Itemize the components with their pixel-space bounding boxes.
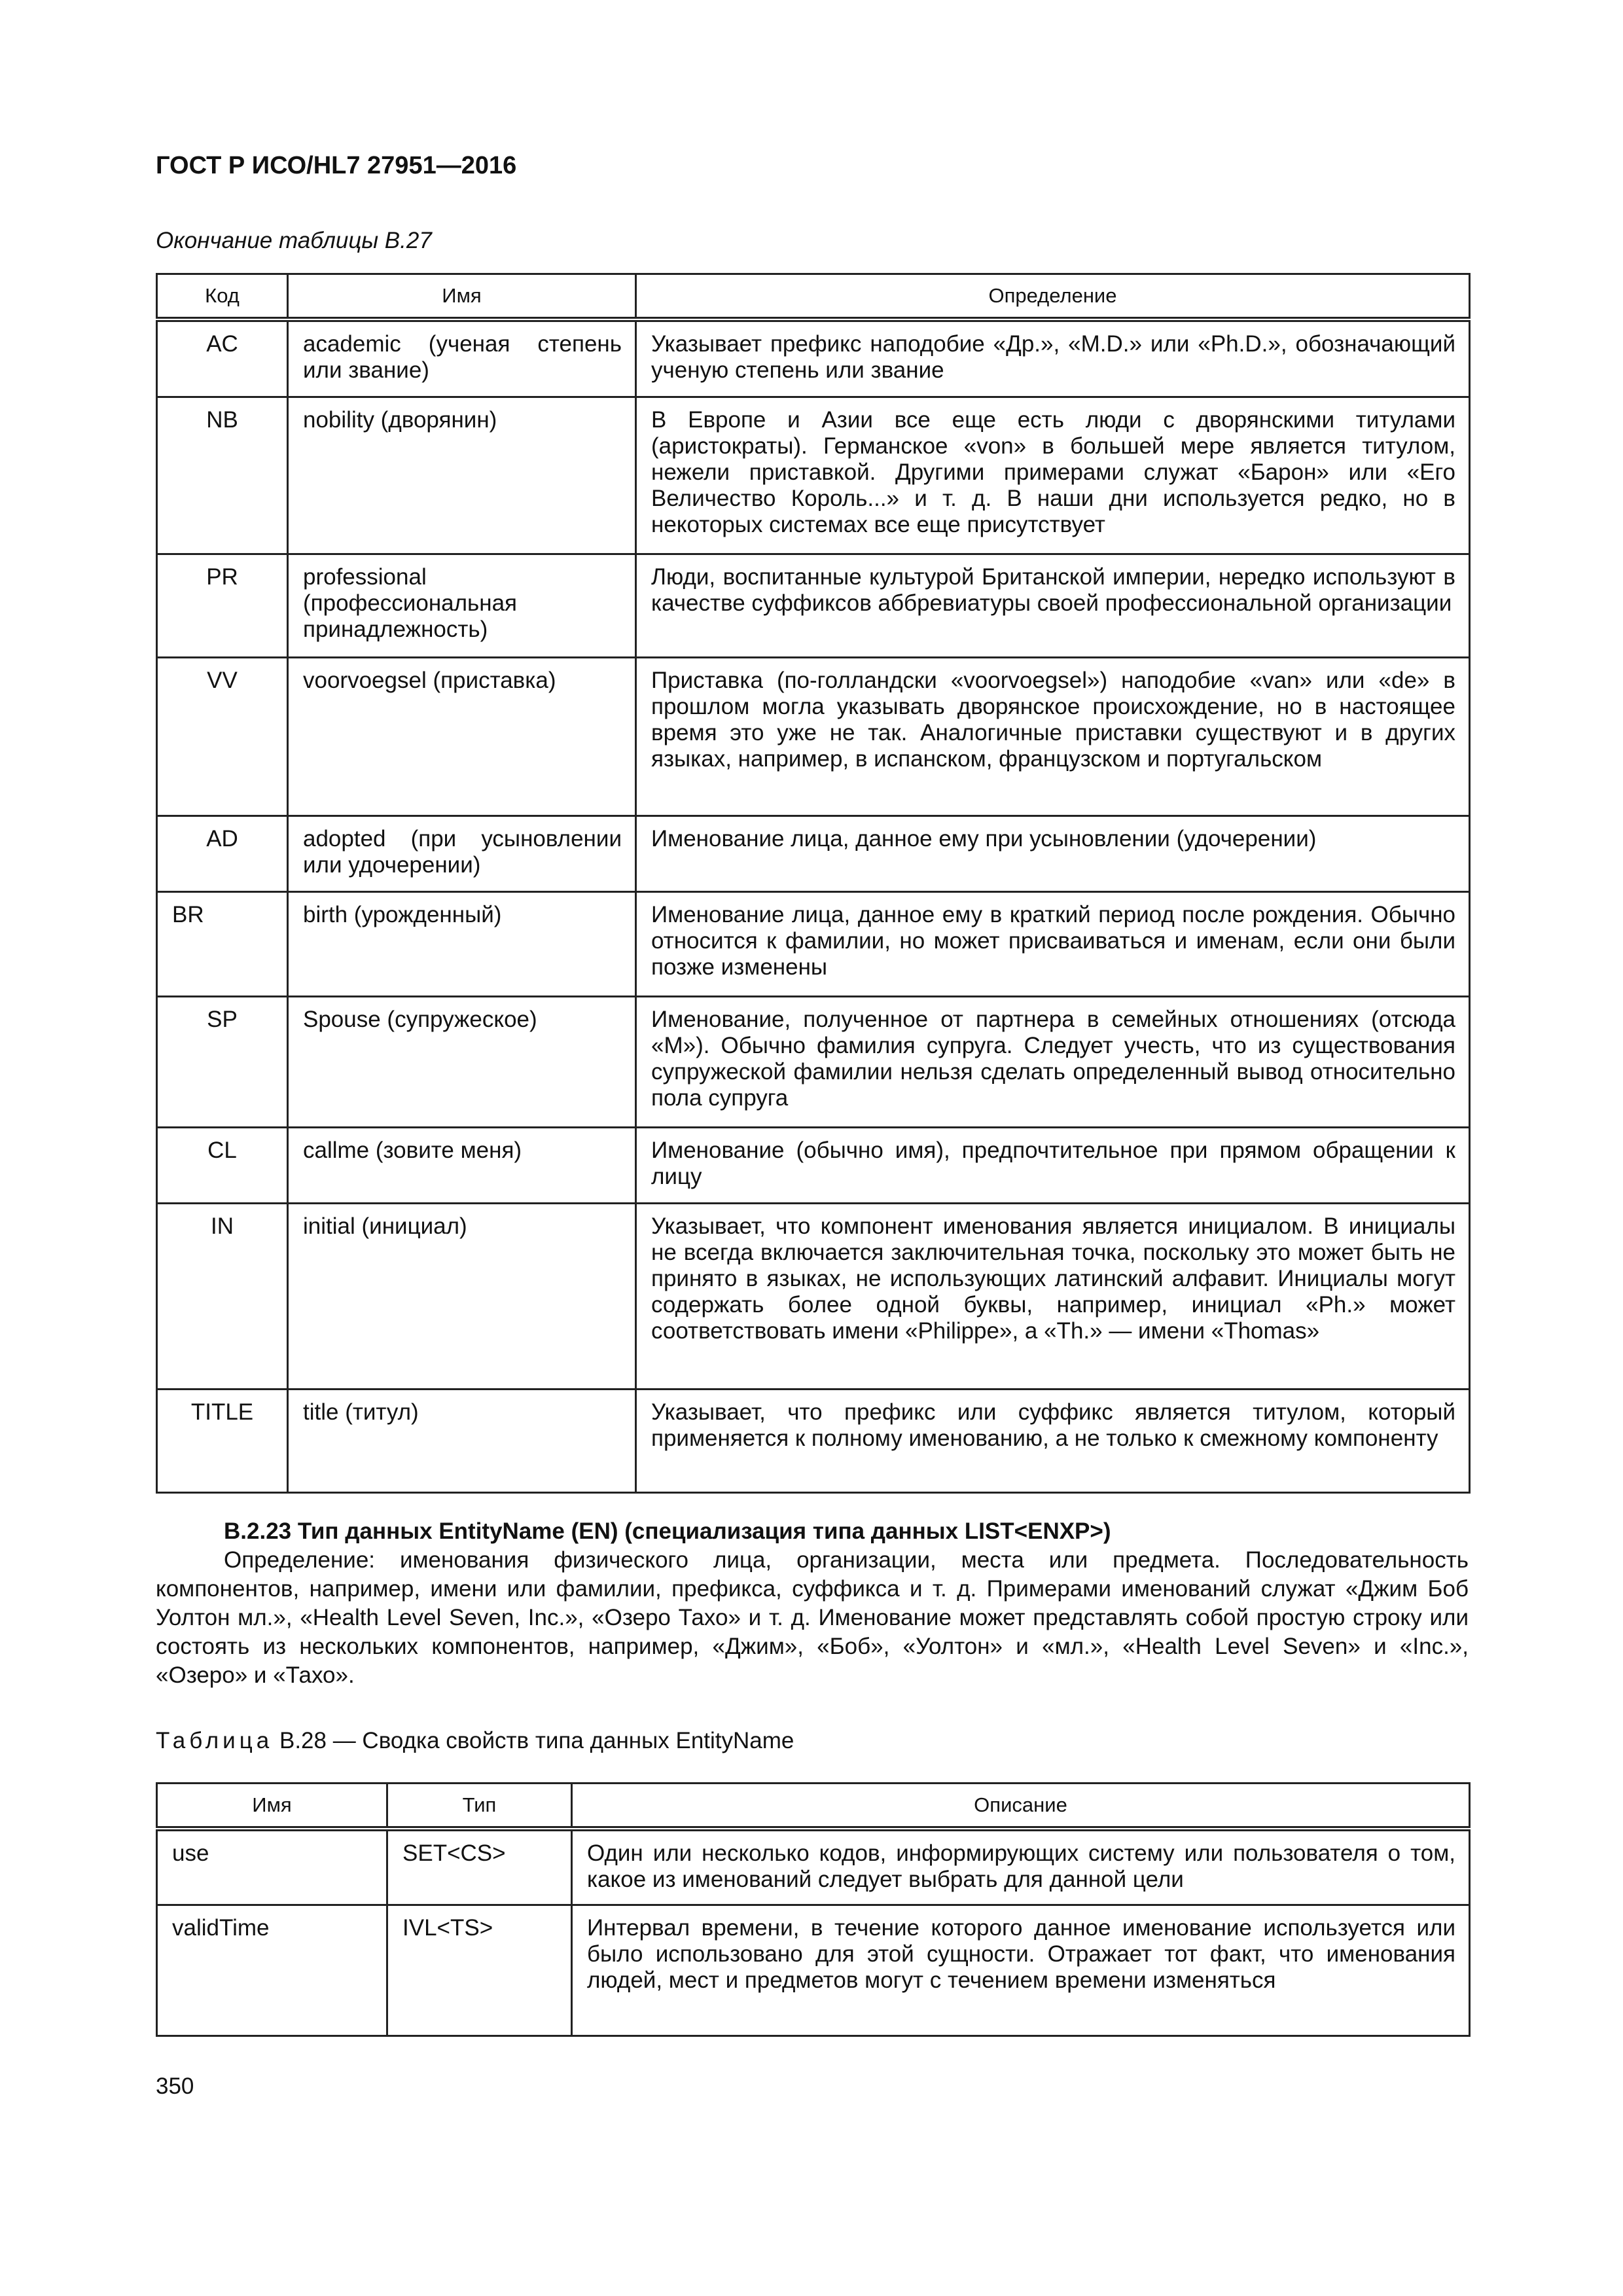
table-row	[157, 996, 1470, 1127]
cell-code: TITLE	[157, 1389, 288, 1492]
table-row	[157, 891, 1470, 996]
cell-name: birth (урожденный)	[288, 891, 636, 996]
column-header-type: Тип	[387, 1784, 572, 1829]
cell-definition: Приставка (по-голландски «voorvoegsel») наподобие «van» или «de» в прошлом могла указывать дворянское происхождение, но в настоящее время это уже не так. Аналогичные приставки существуют и в других языках, например, в испанском, французском и португальском	[636, 657, 1470, 816]
section-title: В.2.23 Тип данных EntityName (EN) (специализация типа данных LIST<ENXP>)	[224, 1518, 1111, 1544]
section-body: Определение: именования физического лица, организации, места или предмета. Последовательность компонентов, например, имени или фамилии, префикса, суффикса и т. д. Примерами именований служат «Джим Боб Уолтон мл.», «Health Level Seven, Inc.», «Озеро Тахо» и т. д. Именование может представлять собой простую строку или состоять из нескольких компонентов, например, «Джим», «Боб», «Уолтон» и «мл.», «Health Level Seven» и «Inc.», «Озеро» и «Тахо».	[156, 1547, 1469, 1688]
table-row	[157, 1203, 1470, 1389]
cell-name: validTime	[157, 1905, 387, 2036]
cell-code: CL	[157, 1127, 288, 1203]
table-row	[157, 1127, 1470, 1203]
cell-description: Интервал времени, в течение которого данное именование используется или было использовано для этой сущности. Отражает тот факт, что именования людей, мест и предметов могут с течением времени изменяться	[572, 1905, 1470, 2036]
table-row	[157, 1905, 1470, 2036]
cell-definition: Указывает, что префикс или суффикс является титулом, который применяется к полному именованию, а не только к смежному компоненту	[636, 1389, 1470, 1492]
properties-table-b28	[156, 1782, 1471, 2037]
cell-name: use	[157, 1829, 387, 1905]
cell-name: professional (профессиональная принадлежность)	[288, 554, 636, 657]
table-header-row	[157, 1784, 1470, 1829]
cell-description: Один или несколько кодов, информирующих систему или пользователя о том, какое из именований следует выбрать для данной цели	[572, 1829, 1470, 1905]
column-header-code: Код	[157, 274, 288, 320]
table-header-row	[157, 274, 1470, 320]
cell-code: AC	[157, 319, 288, 397]
cell-code: SP	[157, 996, 288, 1127]
cell-name: Spouse (супружеское)	[288, 996, 636, 1127]
document-header: ГОСТ Р ИСО/HL7 27951—2016	[156, 152, 517, 179]
cell-code: PR	[157, 554, 288, 657]
cell-name: voorvoegsel (приставка)	[288, 657, 636, 816]
cell-definition: Именование лица, данное ему в краткий период после рождения. Обычно относится к фамилии, но может присваиваться и именам, если они были позже изменены	[636, 891, 1470, 996]
cell-name: academic (ученая степень или звание)	[288, 319, 636, 397]
cell-name: title (титул)	[288, 1389, 636, 1492]
cell-code: VV	[157, 657, 288, 816]
cell-definition: Именование, полученное от партнера в семейных отношениях (отсюда «М»). Обычно фамилия супруга. Следует учесть, что из существования супружеской фамилии нельзя сделать определенный вывод относительно пола супруга	[636, 996, 1470, 1127]
code-table-b27	[156, 273, 1471, 1494]
table-caption-prefix: Таблица	[156, 1728, 274, 1753]
cell-type: SET<CS>	[387, 1829, 572, 1905]
table-row	[157, 657, 1470, 816]
column-header-name: Имя	[288, 274, 636, 320]
table-caption-text: В.28 — Сводка свойств типа данных EntityName	[279, 1728, 794, 1753]
table-row	[157, 1829, 1470, 1905]
cell-name: nobility (дворянин)	[288, 397, 636, 554]
page-number: 350	[156, 2073, 194, 2099]
column-header-description: Описание	[572, 1784, 1470, 1829]
cell-definition: Указывает префикс наподобие «Др.», «M.D.» или «Ph.D.», обозначающий ученую степень или звание	[636, 319, 1470, 397]
cell-code: NB	[157, 397, 288, 554]
cell-name: adopted (при усыновлении или удочерении)	[288, 816, 636, 891]
column-header-name: Имя	[157, 1784, 387, 1829]
cell-name: initial (инициал)	[288, 1203, 636, 1389]
cell-definition: Люди, воспитанные культурой Британской империи, нередко используют в качестве суффиксов аббревиатуры своей профессиональной организации	[636, 554, 1470, 657]
cell-code: IN	[157, 1203, 288, 1389]
cell-definition: Указывает, что компонент именования является инициалом. В инициалы не всегда включается заключительная точка, поскольку это может быть не принято в языках, не использующих латинский алфавит. Инициалы могут содержать более одной буквы, например, инициал «Ph.» может соответствовать имени «Philippe», а «Th.» — имени «Thomas»	[636, 1203, 1470, 1389]
cell-code: AD	[157, 816, 288, 891]
cell-type: IVL<TS>	[387, 1905, 572, 2036]
table-row	[157, 816, 1470, 891]
cell-code: BR	[157, 891, 288, 996]
table-row	[157, 554, 1470, 657]
column-header-definition: Определение	[636, 274, 1470, 320]
table-continuation-caption: Окончание таблицы В.27	[156, 228, 432, 253]
cell-name: callme (зовите меня)	[288, 1127, 636, 1203]
section-entity-name	[156, 1517, 1469, 1690]
cell-definition: Именование лица, данное ему при усыновлении (удочерении)	[636, 816, 1470, 891]
table-row	[157, 397, 1470, 554]
table-b28-caption	[156, 1728, 794, 1754]
table-row	[157, 319, 1470, 397]
cell-definition: Именование (обычно имя), предпочтительное при прямом обращении к лицу	[636, 1127, 1470, 1203]
table-row	[157, 1389, 1470, 1492]
cell-definition: В Европе и Азии все еще есть люди с дворянскими титулами (аристократы). Германское «von» в большей мере является титулом, нежели приставкой. Другими примерами служат «Барон» или «Его Величество Король...» и т. д. В наши дни используется редко, но в некоторых системах все еще присутствует	[636, 397, 1470, 554]
